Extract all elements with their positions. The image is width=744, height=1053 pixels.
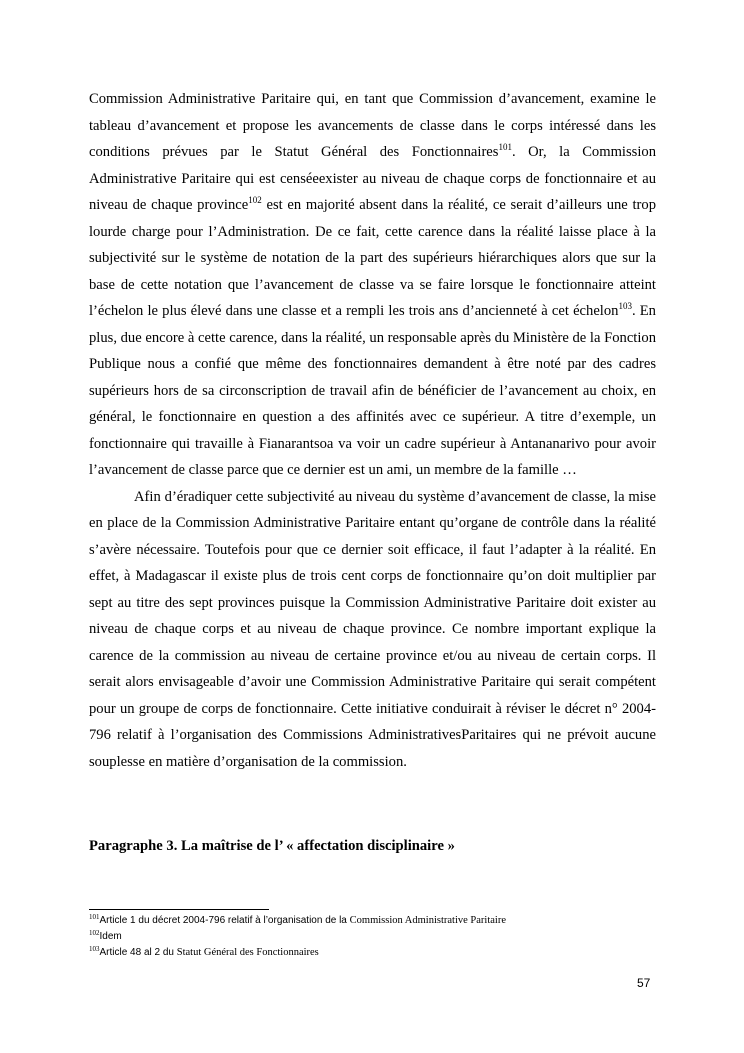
footnote-101	[89, 913, 689, 929]
footnote-text-serif: Commission Administrative Paritaire	[349, 915, 506, 926]
paragraph-1-text-d: . En plus, due encore à cette carence, dans la réalité, un responsable après du Ministère de la Fonction Publique nous a confié que même des fonctionnaires demandent à être noté par des cadres supérieurs hors de sa circonscription de travail afin de bénéficier de l’avancement au choix, en général, le fonctionnaire en question a des affinités avec ce supérieur. A titre d’exemple, un fonctionnaire qui travaille à Fianarantsoa va voir un cadre supérieur à Antananarivo pour avoir l’avancement de classe parce que ce dernier est un ami, un membre de la famille …	[89, 303, 656, 478]
footnote-text: Article 1 du décret 2004-796 relatif à l’organisation de la	[99, 915, 350, 926]
footnote-ref-102[interactable]: 102	[248, 195, 262, 205]
footnote-103	[89, 945, 689, 961]
footnote-text-serif: Statut Général des Fonctionnaires	[176, 947, 319, 958]
paragraph-1-text-a: Commission Administrative Paritaire qui, en tant que Commission d’avancement, examine le tableau d’avancement et propose les avancements de classe dans le corps intéressé dans les conditions prévues par le Statut Général des Fonctionnaires	[89, 91, 656, 160]
footnote-number: 102	[89, 929, 100, 937]
paragraph-1-text-b: . Or, la Commission Administrative Paritaire qui est censéeexister au niveau de chaque corps de fonctionnaire et au niveau de chaque province	[89, 144, 656, 213]
footnote-number: 101	[89, 913, 100, 921]
footnotes	[89, 913, 689, 961]
paragraph-1	[89, 86, 656, 484]
paragraph-2: Afin d’éradiquer cette subjectivité au niveau du système d’avancement de classe, la mise en place de la Commission Administrative Paritaire entant qu’organe de contrôle dans la réalité s’avère nécessaire. Toutefois pour que ce dernier soit efficace, il faut l’adapter à la réalité. En effet, à Madagascar il existe plus de trois cent corps de fonctionnaire qu’on doit multiplier par sept au titre des sept provinces puisque la Commission Administrative Paritaire doit exister au niveau de chaque corps et au niveau de chaque province. Ce nombre important explique la carence de la commission au niveau de certaine province et/ou au niveau de certain corps. Il serait alors envisageable d’avoir une Commission Administrative Paritaire qui serait compétent pour un groupe de corps de fonctionnaire. Cette initiative conduirait à réviser le décret n° 2004-796 relatif à l’organisation des Commissions AdministrativesParitaires qui ne prévoit aucune souplesse en matière d’organisation de la commission.	[89, 488, 656, 770]
body-text	[89, 86, 656, 775]
footnote-text: Article 48 al 2 du	[99, 947, 177, 958]
footnote-102	[89, 929, 689, 945]
paragraph-1-text-c: est en majorité absent dans la réalité, ce serait d’ailleurs une trop lourde charge pour l’Administration. De ce fait, cette carence dans la réalité laisse place à la subjectivité sur le système de notation de la part des supérieurs hiérarchiques alors que sur la base de cette notation que l’avancement de classe va se faire lorsque le fonctionnaire atteint l’échelon le plus élevé dans une classe et a rempli les trois ans d’ancienneté à cet échelon	[89, 197, 657, 319]
footnote-separator	[89, 909, 269, 910]
footnote-text: Idem	[99, 931, 122, 942]
page-number: 57	[637, 976, 651, 990]
section-heading: Paragraphe 3. La maîtrise de l’ « affectation disciplinaire »	[89, 838, 455, 854]
footnote-ref-101[interactable]: 101	[498, 142, 512, 152]
footnote-number: 103	[89, 945, 100, 953]
footnote-ref-103[interactable]: 103	[618, 301, 632, 311]
